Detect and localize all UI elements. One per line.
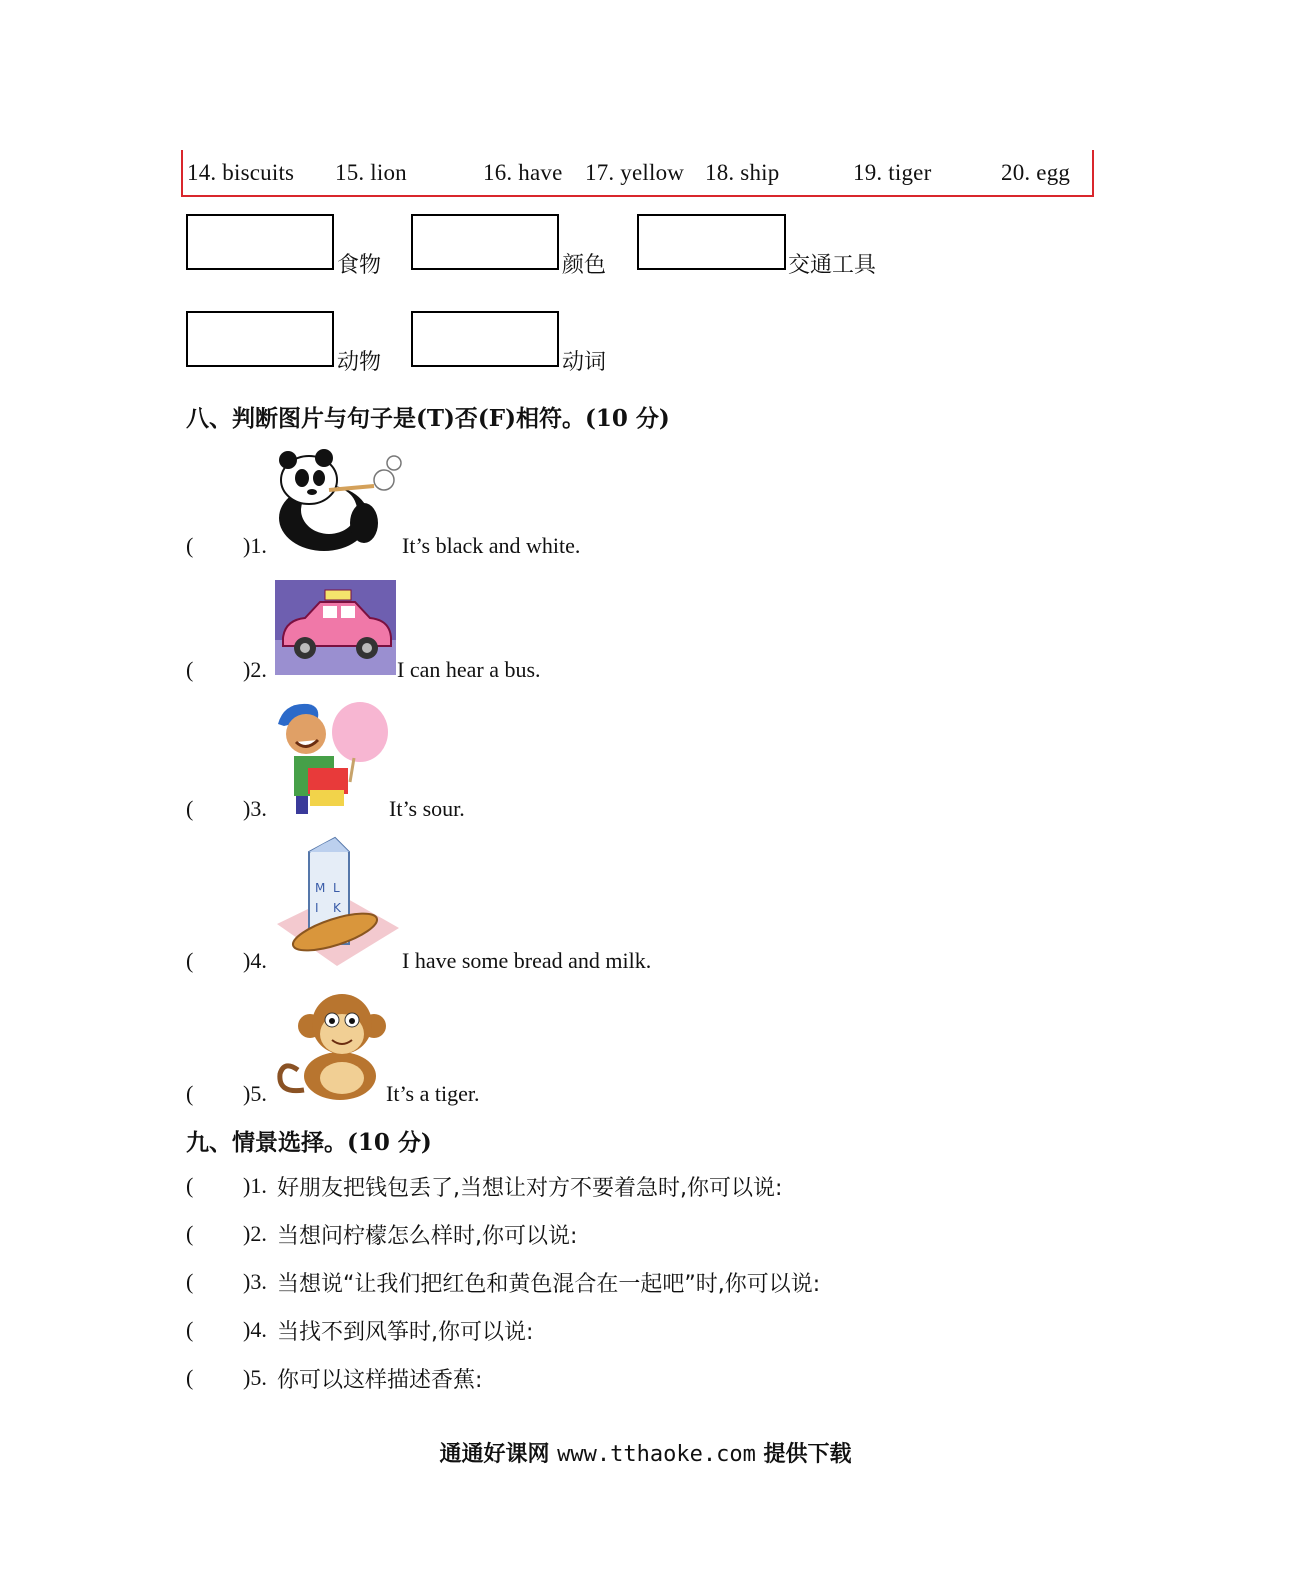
footer-suffix: 提供下载 — [763, 1442, 852, 1467]
sentence: It’s sour. — [389, 796, 465, 821]
category-label-food: 食物 — [337, 253, 382, 278]
answer-box-color[interactable] — [411, 214, 559, 270]
word-bank — [181, 150, 1094, 197]
word-item: 19. tiger — [853, 160, 932, 185]
word-item: 15. lion — [335, 160, 407, 185]
word-item: 18. ship — [705, 160, 780, 185]
word-item: 17. yellow — [585, 160, 685, 185]
question-text: 好朋友把钱包丢了,当想让对方不要着急时,你可以说: — [277, 1176, 783, 1201]
answer-box-food[interactable] — [186, 214, 334, 270]
item-number: )2. — [243, 1221, 267, 1246]
footer-site-name: 通通好课网 — [439, 1442, 550, 1467]
item-number: )1. — [243, 533, 267, 558]
sentence: It’s black and white. — [402, 533, 581, 558]
sentence: I have some bread and milk. — [402, 948, 652, 973]
answer-paren[interactable]: ( — [186, 796, 194, 821]
answer-box-verb[interactable] — [411, 311, 559, 367]
answer-paren[interactable]: ( — [186, 1081, 194, 1106]
category-label-animal: 动物 — [337, 350, 382, 375]
category-label-color: 颜色 — [562, 253, 607, 278]
item-number: )5. — [243, 1081, 267, 1106]
svg-text:K: K — [333, 901, 341, 915]
answer-paren[interactable]: ( — [186, 1173, 194, 1198]
section-9-title: 九、情景选择。(10 分) — [186, 1129, 432, 1156]
milk-bread-image — [275, 832, 401, 970]
item-number: )3. — [243, 1269, 267, 1294]
question-text: 你可以这样描述香蕉: — [277, 1368, 483, 1393]
panda-image — [274, 448, 404, 554]
section-8-title: 八、判断图片与句子是(T)否(F)相符。(10 分) — [186, 405, 670, 432]
answer-paren[interactable]: ( — [186, 657, 194, 682]
svg-text:M: M — [315, 881, 326, 895]
monkey-image — [274, 990, 386, 1102]
item-number: )3. — [243, 796, 267, 821]
svg-text:L: L — [333, 881, 340, 895]
answer-paren[interactable]: ( — [186, 1317, 194, 1342]
question-text: 当想说“让我们把红色和黄色混合在一起吧”时,你可以说: — [277, 1272, 821, 1297]
boy-cotton-candy-image — [274, 698, 390, 816]
answer-box-animal[interactable] — [186, 311, 334, 367]
item-number: )4. — [243, 948, 267, 973]
item-number: )4. — [243, 1317, 267, 1342]
category-label-transport: 交通工具 — [788, 253, 877, 278]
question-text: 当找不到风筝时,你可以说: — [277, 1320, 534, 1345]
sentence: I can hear a bus. — [397, 657, 541, 682]
question-text: 当想问柠檬怎么样时,你可以说: — [277, 1224, 578, 1249]
sentence: It’s a tiger. — [386, 1081, 480, 1106]
answer-paren[interactable]: ( — [186, 1221, 194, 1246]
svg-text:I: I — [315, 901, 319, 915]
taxi-image — [275, 580, 396, 675]
item-number: )1. — [243, 1173, 267, 1198]
item-number: )2. — [243, 657, 267, 682]
answer-paren[interactable]: ( — [186, 948, 194, 973]
item-number: )5. — [243, 1365, 267, 1390]
footer-url[interactable]: www.tthaoke.com — [557, 1442, 756, 1467]
answer-paren[interactable]: ( — [186, 1365, 194, 1390]
answer-paren[interactable]: ( — [186, 1269, 194, 1294]
word-item: 16. have — [483, 160, 563, 185]
answer-paren[interactable]: ( — [186, 533, 194, 558]
word-item: 14. biscuits — [187, 160, 295, 185]
answer-box-transport[interactable] — [637, 214, 786, 270]
category-label-verb: 动词 — [562, 350, 607, 375]
word-item: 20. egg — [1001, 160, 1071, 185]
footer — [0, 1437, 1291, 1468]
